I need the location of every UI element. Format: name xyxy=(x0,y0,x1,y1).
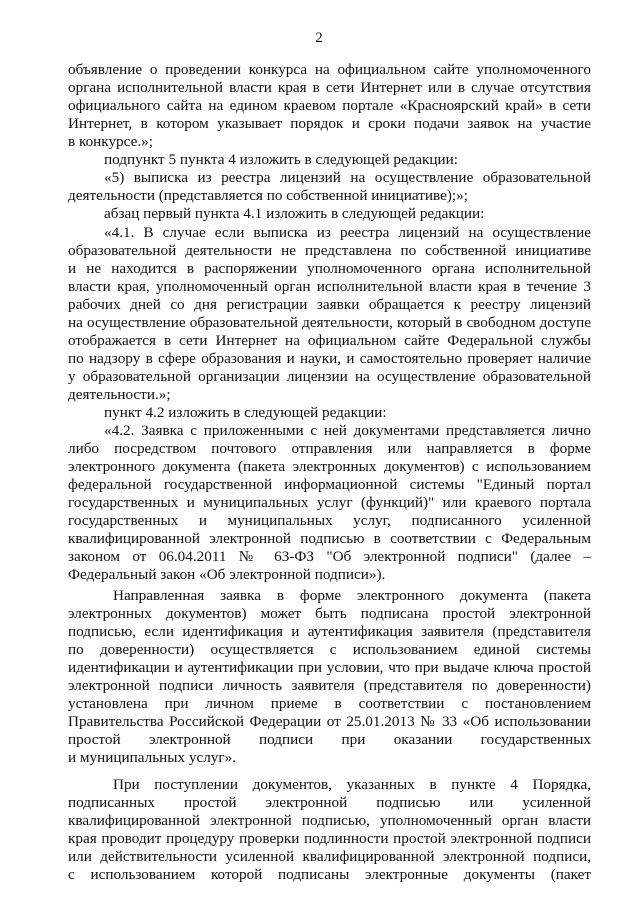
text-line: электронного документа (пакета электронных документов) с использованием xyxy=(68,458,591,475)
text-line: установлена при личном приеме в соответствии с постановлением xyxy=(68,695,591,712)
text-line: абзац первый пункта 4.1 изложить в следующей редакции: xyxy=(104,205,485,222)
text-line: и муниципальных услуг». xyxy=(68,749,236,766)
text-line: Правительства Российской Федерации от 25.01.2013 № 33 «Об использовании xyxy=(68,713,591,730)
text-line: или действительности усиленной квалифицированной электронной подписи, xyxy=(68,848,591,865)
text-line: деятельности (представляется по собственной инициативе);»; xyxy=(68,187,468,204)
text-line: и не находится в распоряжении уполномоченного органа исполнительной xyxy=(68,260,591,277)
text-line: квалифицированной электронной подписью, уполномоченный орган власти xyxy=(68,812,591,829)
text-line: «4.1. В случае если выписка из реестра лицензий на осуществление xyxy=(104,224,591,241)
text-line: государственных и муниципальных услуг (функций)" или краевого портала xyxy=(68,494,591,511)
text-line: идентификации и аутентификации при условии, что при выдаче ключа простой xyxy=(68,659,591,676)
text-line: Федеральный закон «Об электронной подписи»). xyxy=(68,566,386,583)
text-line: власти края, уполномоченный орган исполнительной власти края в течение 3 xyxy=(68,278,591,295)
text-line: по надзору в сфере образования и науки, и самостоятельно проверяет наличие xyxy=(68,350,591,367)
text-line: Интернет, в котором указывает порядок и сроки подачи заявок на участие xyxy=(68,115,591,132)
text-line: подписанных простой электронной подписью или усиленной xyxy=(68,794,591,811)
text-line: квалифицированной электронной подписью в соответствии с Федеральным xyxy=(68,530,591,547)
text-line: электронных документов) может быть подписана простой электронной xyxy=(68,605,591,622)
text-line: отображается в сети Интернет на официальном сайте Федеральной службы xyxy=(68,332,591,349)
text-line: образовательной деятельности не представлена по собственной инициативе xyxy=(68,242,591,259)
text-line: государственных и муниципальных услуг, подписанного усиленной xyxy=(68,512,591,529)
page-number: 2 xyxy=(315,30,323,46)
text-line: законом от 06.04.2011 № 63-ФЗ "Об электронной подписи" (далее – xyxy=(68,548,591,565)
text-line: либо посредством почтового отправления или направляется в форме xyxy=(68,440,591,457)
text-line: простой электронной подписи при оказании государственных xyxy=(68,731,591,748)
text-line: деятельности.»; xyxy=(68,386,171,403)
text-line: органа исполнительной власти края в сети Интернет или в случае отсутствия xyxy=(68,79,591,96)
text-line: Направленная заявка в форме электронного документа (пакета xyxy=(113,587,591,604)
text-line: электронной подписи личность заявителя (представителя по доверенности) xyxy=(68,677,591,694)
text-line: в конкурсе.»; xyxy=(68,133,153,150)
text-line: объявление о проведении конкурса на официальном сайте уполномоченного xyxy=(68,61,591,78)
text-line: края проводит процедуру проверки подлинности простой электронной подписи xyxy=(68,830,591,847)
text-line: федеральной государственной информационной системы "Единый портал xyxy=(68,476,591,493)
text-line: подписью, если идентификация и аутентификация заявителя (представителя xyxy=(68,623,591,640)
text-line: рабочих дней со дня регистрации заявки обращается к реестру лицензий xyxy=(68,296,591,313)
text-line: у образовательной организации лицензии на осуществление образовательной xyxy=(68,368,591,385)
text-line: пункт 4.2 изложить в следующей редакции: xyxy=(104,404,387,421)
text-line: официального сайта на едином краевом портале «Красноярский край» в сети xyxy=(68,97,591,114)
text-line: «4.2. Заявка с приложенными с ней документами представляется лично xyxy=(104,422,591,439)
text-line: подпункт 5 пункта 4 изложить в следующей редакции: xyxy=(104,151,458,168)
text-line: на осуществление образовательной деятельности, который в свободном доступе xyxy=(68,314,591,331)
text-line: по доверенности) осуществляется с использованием единой системы xyxy=(68,641,591,658)
text-line: «5) выписка из реестра лицензий на осуществление образовательной xyxy=(104,169,591,186)
text-line: При поступлении документов, указанных в пункте 4 Порядка, xyxy=(113,776,591,793)
text-line: с использованием которой подписаны электронные документы (пакет xyxy=(68,866,591,883)
